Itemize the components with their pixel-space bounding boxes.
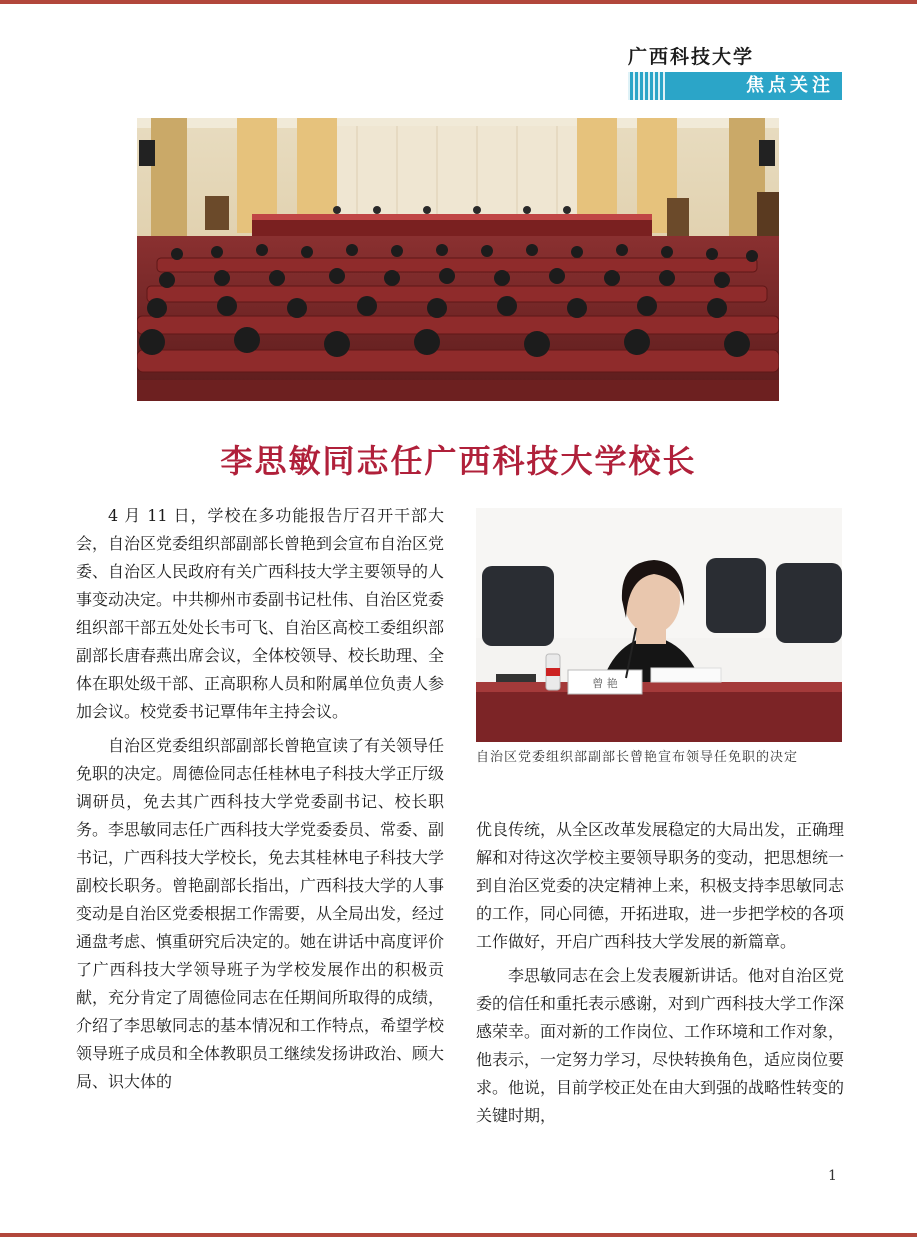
masthead-title: 广西科技大学 <box>628 46 755 68</box>
banner-stripes <box>628 72 668 100</box>
section-label: 焦点关注 <box>746 75 834 96</box>
photo-caption: 自治区党委组织部副部长曾艳宣布领导任免职的决定 <box>476 750 799 765</box>
article-column-left <box>76 502 444 1096</box>
top-rule <box>0 0 917 4</box>
meeting-hall-photo <box>137 118 779 401</box>
speaker-photo <box>476 508 842 742</box>
bottom-rule <box>0 1233 917 1237</box>
paragraph-1: 4 月 11 日，学校在多功能报告厅召开干部大会，自治区党委组织部副部长曾艳到会宣布自治区党委、自治区人民政府有关广西科技大学主要领导的人事变动决定。中共柳州市委副书记杜伟、自治区党委组织部干部五处处长韦可飞、自治区高校工委组织部副部长唐春燕出席会议，全体校领导、校长助理、全体在职处级干部、正高职称人员和附属单位负责人参加会议。校党委书记覃伟年主持会议。 <box>76 506 445 721</box>
page-number: 1 <box>828 1168 837 1184</box>
nameplate-text: 曾 艳 <box>592 677 618 690</box>
paragraph-2: 自治区党委组织部副部长曾艳宣读了有关领导任免职的决定。周德俭同志任桂林电子科技大学正厅级调研员，免去其广西科技大学党委副书记、校长职务。李思敏同志任广西科技大学党委委员、常委、副书记，广西科技大学校长，免去其桂林电子科技大学副校长职务。曾艳副部长指出，广西科技大学的人事变动是自治区党委根据工作需要，从全局出发，经过通盘考虑、慎重研究后决定的。她在讲话中高度评价了广西科技大学领导班子为学校发展作出的积极贡献，充分肯定了周德俭同志在任期间所取得的成绩，介绍了李思敏同志的基本情况和工作特点，希望学校领导班子成员和全体教职员工继续发扬讲政治、顾大局、识大体的 <box>76 736 445 1091</box>
section-banner <box>628 72 842 100</box>
article-headline: 李思敏同志任广西科技大学校长 <box>220 442 697 480</box>
article-column-right <box>476 816 844 1130</box>
paragraph-2-continued: 优良传统，从全区改革发展稳定的大局出发，正确理解和对待这次学校主要领导职务的变动，把思想统一到自治区党委的决定精神上来，积极支持李思敏同志的工作，同心同德，开拓进取，进一步把学校的各项工作做好，开启广西科技大学发展的新篇章。 <box>476 820 845 951</box>
paragraph-3: 李思敏同志在会上发表履新讲话。他对自治区党委的信任和重托表示感谢，对到广西科技大学工作深感荣幸。面对新的工作岗位、工作环境和工作对象，他表示，一定努力学习，尽快转换角色，适应岗位要求。他说，目前学校正处在由大到强的战略性转变的关键时期， <box>476 966 845 1125</box>
